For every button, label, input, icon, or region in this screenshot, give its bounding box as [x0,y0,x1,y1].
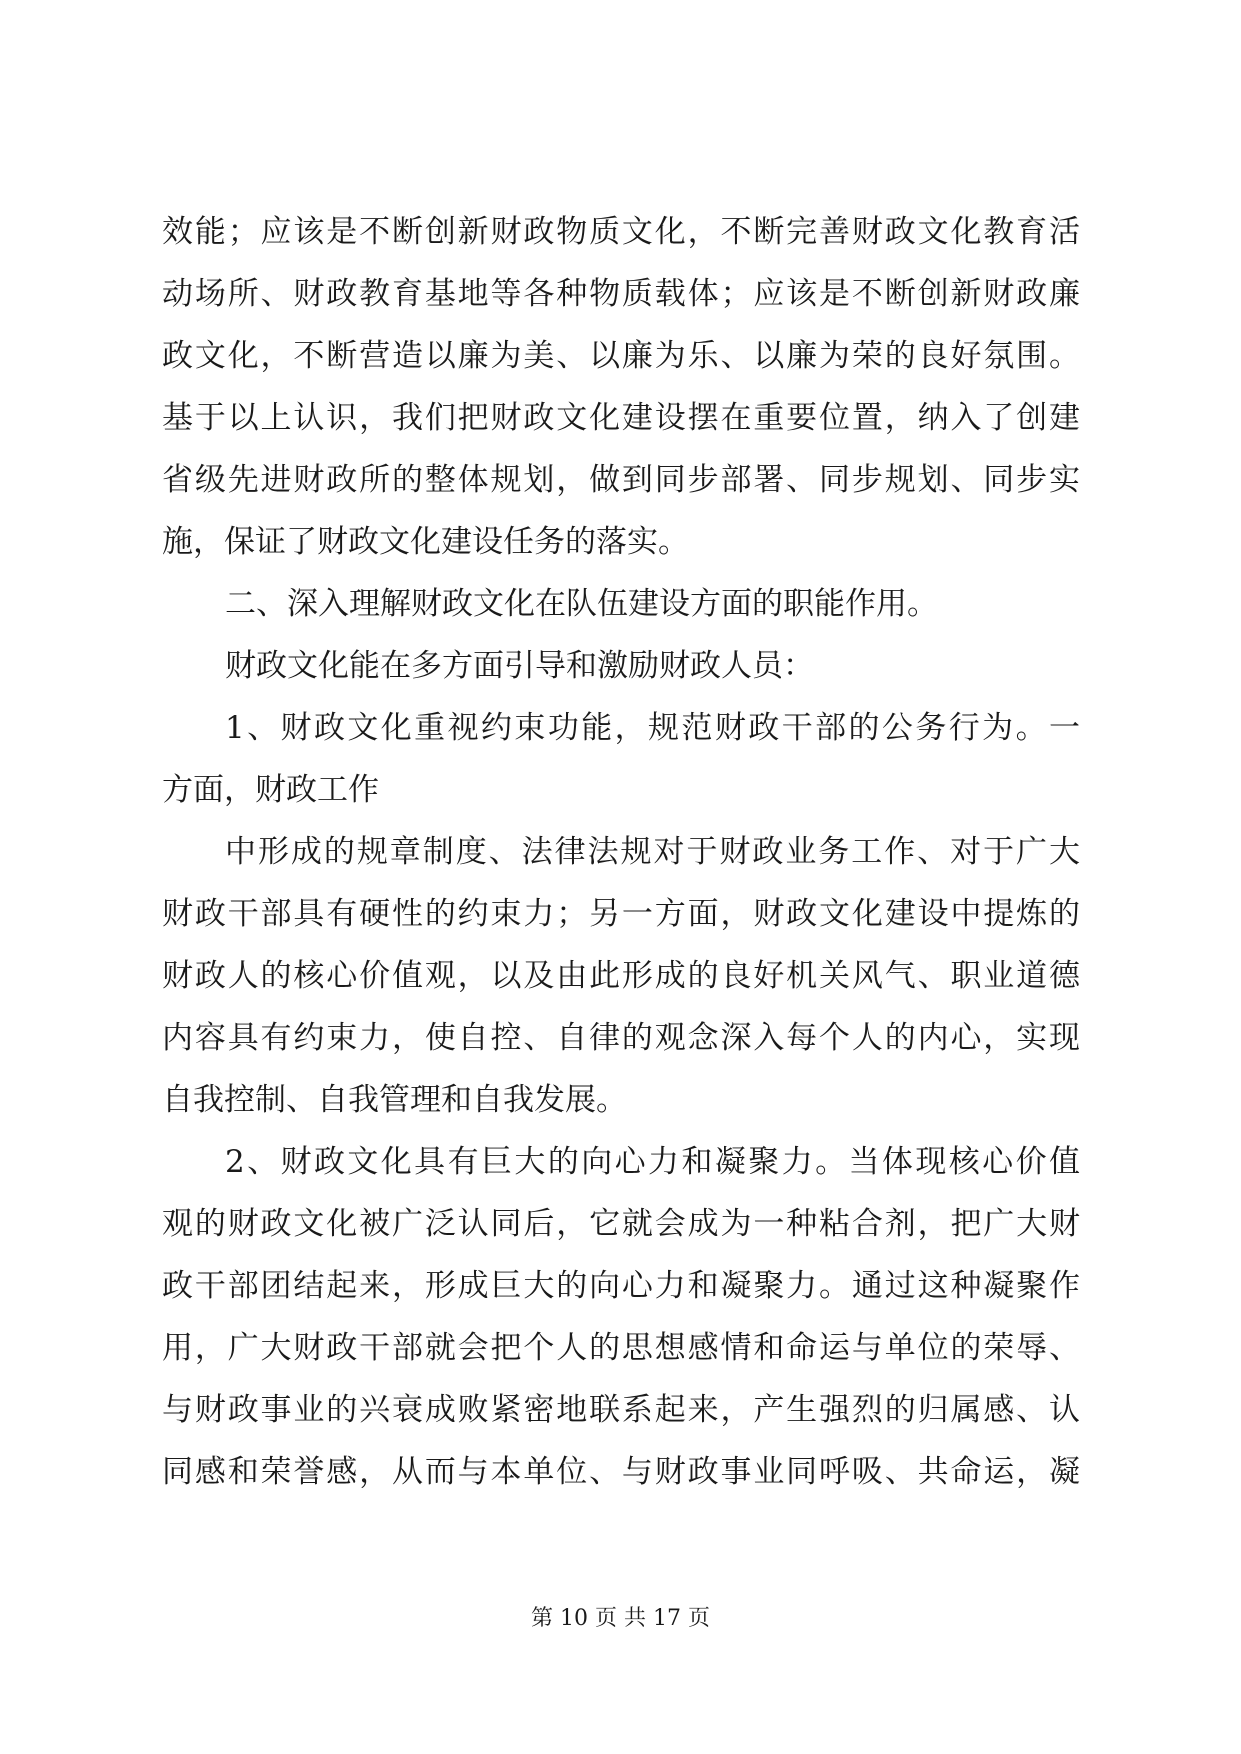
list-item-text: 1、财政文化重视约束功能，规范财政干部的公务行为。一 [225,710,1080,746]
body-text-line: 财政文化能在多方面引导和激励财政人员： [225,648,814,684]
body-text-line: 动场所、财政教育基地等各种物质载体；应该是不断创新财政廉 [162,276,1080,312]
page-number-footer: 第 10 页 共 17 页 [531,1606,710,1631]
body-text-line: 观的财政文化被广泛认同后，它就会成为一种粘合剂，把广大财 [162,1206,1080,1242]
body-text-line: 政文化，不断营造以廉为美、以廉为乐、以廉为荣的良好氛围。 [162,338,1080,374]
body-text-line: 财政干部具有硬性的约束力；另一方面，财政文化建设中提炼的 [162,896,1080,932]
body-text-line: 效能；应该是不断创新财政物质文化，不断完善财政文化教育活 [162,214,1080,250]
body-text-line: 内容具有约束力，使自控、自律的观念深入每个人的内心，实现 [162,1020,1080,1056]
body-text-line: 自我控制、自我管理和自我发展。 [162,1082,627,1118]
body-text-line: 施，保证了财政文化建设任务的落实。 [162,524,689,560]
body-text-line: 同感和荣誉感，从而与本单位、与财政事业同呼吸、共命运，凝 [162,1454,1080,1490]
body-text-line: 与财政事业的兴衰成败紧密地联系起来，产生强烈的归属感、认 [162,1392,1080,1428]
section-heading: 二、深入理解财政文化在队伍建设方面的职能作用。 [225,586,938,622]
body-text-line: 方面，财政工作 [162,772,379,808]
body-text-line: 基于以上认识，我们把财政文化建设摆在重要位置，纳入了创建 [162,400,1080,436]
body-text-line: 用，广大财政干部就会把个人的思想感情和命运与单位的荣辱、 [162,1330,1080,1366]
list-item-text: 2、财政文化具有巨大的向心力和凝聚力。当体现核心价值 [225,1144,1080,1180]
body-text-line: 政干部团结起来，形成巨大的向心力和凝聚力。通过这种凝聚作 [162,1268,1080,1304]
body-text-line: 中形成的规章制度、法律法规对于财政业务工作、对于广大 [225,834,1080,870]
body-text-line: 财政人的核心价值观，以及由此形成的良好机关风气、职业道德 [162,958,1080,994]
body-text-line: 省级先进财政所的整体规划，做到同步部署、同步规划、同步实 [162,462,1080,498]
